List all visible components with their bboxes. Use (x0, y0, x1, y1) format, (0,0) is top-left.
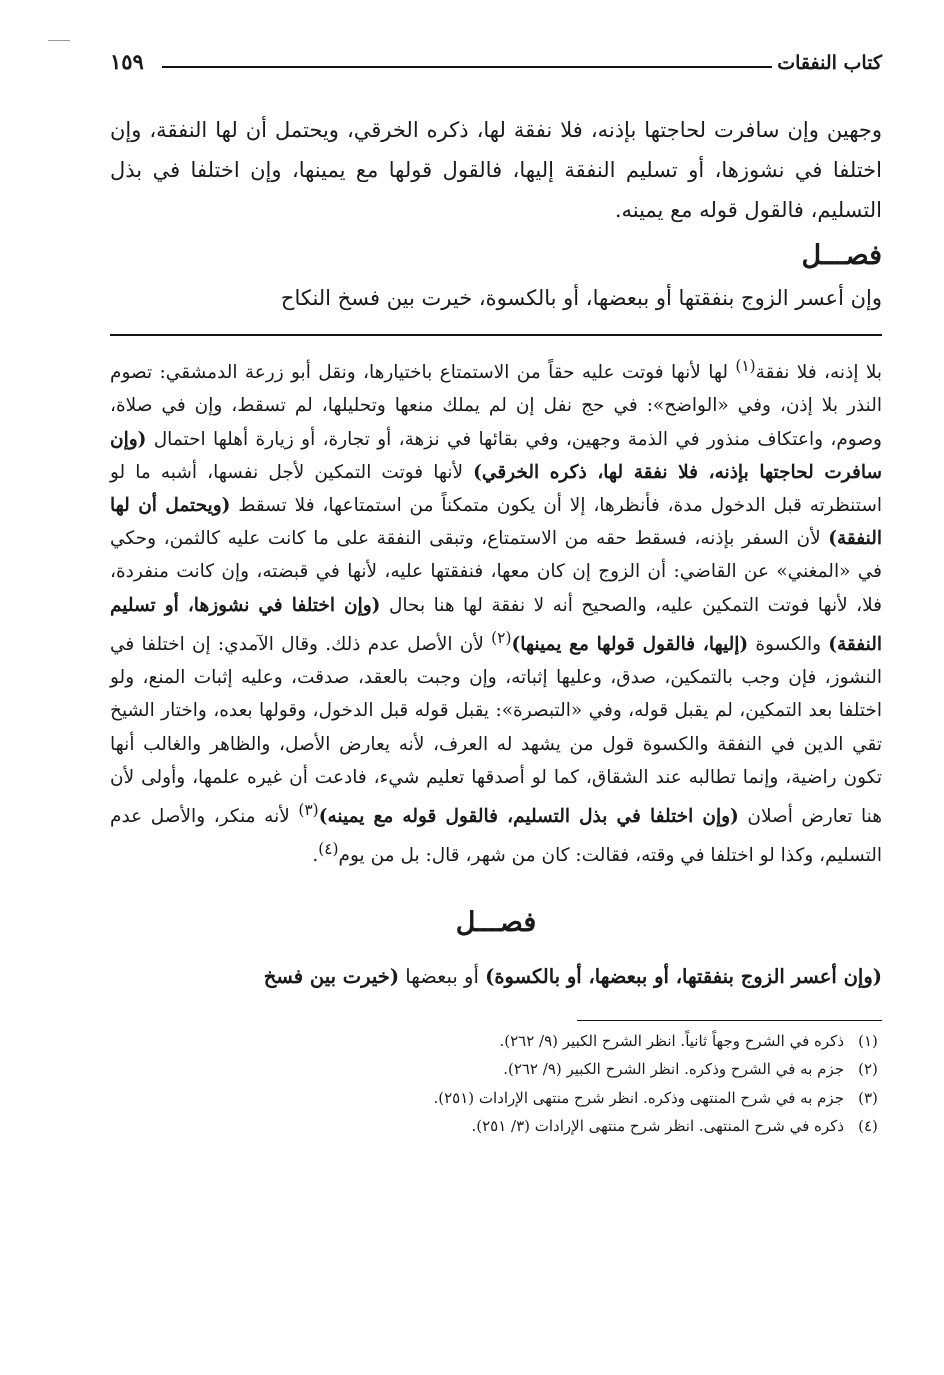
footnote-ref-2: (٢) (491, 628, 512, 647)
footnote-number: (٣) (858, 1088, 878, 1107)
running-header (110, 40, 882, 74)
header-rule (162, 66, 772, 68)
main-paragraph-2: وإن أعسر الزوج بنفقتها أو ببعضها، أو بالكسوة، خيرت بين فسخ النكاح (280, 286, 882, 310)
corner-mark (48, 40, 70, 41)
footnote-text: ذكره في الشرح وجهاً ثانياً. انظر الشرح الكبير (٩/ ٢٦٢). (499, 1031, 844, 1050)
main-text (110, 110, 882, 318)
page (110, 40, 882, 1141)
page-number: ١٥٩ (110, 49, 144, 74)
text-divider (110, 334, 882, 336)
quoted-matn: (إليها، فالقول قولها مع يمينها) (511, 633, 749, 655)
commentary-segment: لها لأنها فوتت عليه حقاً من الاستمتاع باختيارها، ونقل أبو زرعة الدمشقي: تصوم النذر بلا إذن، وفي «الواضح»: في حج نفل إن لم يملك منعها وتحليلها، لم تسقط، وإن في صلاة، وصوم، واعتكاف منذور في الذمة وجهين، وفي بقائها في نزهة، أو تجارة، أو زيارة أهلها احتمال (110, 362, 882, 450)
footnote-text: ذكره في شرح المنتهى. انظر شرح منتهى الإرادات (٣/ ٢٥١). (471, 1117, 844, 1136)
footnote-item (110, 1084, 882, 1113)
quoted-matn: (وإن أعسر الزوج بنفقتها، أو ببعضها، أو بالكسوة) (485, 964, 882, 988)
section-heading: فصـــل (801, 240, 882, 271)
commentary-segment: أو ببعضها (399, 964, 486, 988)
footnote-text: جزم به في الشرح وذكره. انظر الشرح الكبير (٩/ ٢٦٢). (503, 1060, 844, 1079)
footnote-number: (١) (858, 1031, 878, 1050)
commentary-segment: والكسوة (748, 633, 829, 655)
quoted-matn: (خيرت بين فسخ (263, 964, 400, 988)
main-paragraph-1: وجهين وإن سافرت لحاجتها بإذنه، فلا نفقة لها، ذكره الخرقي، ويحتمل أن لها النفقة، وإن اختلفا في نشوزها، أو تسليم النفقة إليها، فالقول قولها مع يمينها، وإن اختلفا في بذل التسليم، فالقول قوله مع يمينه. (110, 118, 882, 222)
quoted-matn: (وإن سافرت لحاجتها بإذنه، فلا نفقة لها، ذكره الخرقي) (110, 428, 882, 483)
chapter-title: كتاب النفقات (777, 52, 882, 74)
footnote-item (110, 1027, 882, 1056)
commentary-segment: بلا إذنه، فلا نفقة (755, 362, 883, 384)
footnote-number: (٢) (858, 1060, 878, 1079)
quoted-matn: (ويحتمل أن لها النفقة) (110, 494, 882, 550)
commentary-segment: لأنها فوتت التمكين لأجل نفسها، أشبه ما لو استنظرته قبل الدخول مدة، فأنظرها، إلا أن يكون متمكناً من استمتاعها، فلا تسقط (110, 461, 882, 516)
footnote-rule (577, 1020, 882, 1021)
footnote-ref-3: (٣) (298, 800, 319, 819)
quoted-matn: (وإن اختلفا في نشوزها، أو تسليم النفقة) (110, 594, 882, 655)
commentary-segment: لأنه منكر، والأصل عدم التسليم، وكذا لو اختلفا في وقته، فقالت: كان من شهر، قال: بل من يوم (110, 806, 882, 867)
footnote-item (110, 1112, 882, 1141)
commentary-last-line (110, 960, 882, 994)
commentary-text (110, 350, 882, 873)
quoted-matn: (وإن اختلفا في بذل التسليم، فالقول قوله مع يمينه) (318, 806, 739, 828)
footnote-ref-1: (١) (735, 357, 756, 375)
footnote-ref-4: (٤) (318, 840, 339, 859)
commentary-segment: . (312, 845, 319, 867)
commentary-segment: لأن السفر بإذنه، فسقط حقه من الاستمتاع، وتبقى النفقة على ما كانت عليه كالثمن، وحكي في «المغني» عن القاضي: أن الزوج إن كان معها، فنفقتها عليه، لأنها في قبضته، وإن كانت منفردة، فلا، لأنها فوتت التمكين عليه، والصحيح أنه لا نفقة لها هنا بحال (110, 528, 882, 616)
footnote-item (110, 1055, 882, 1084)
footnote-number: (٤) (858, 1117, 878, 1136)
section-heading-2: فصـــل (455, 906, 537, 938)
footnotes (110, 1027, 882, 1141)
commentary-segment: لأن الأصل عدم ذلك. وقال الآمدي: إن اختلفا في النشوز، فإن وجب بالتمكين، صدق، وعليها إثباته، وإن وجبت بالعقد، صدقت، وعليه إثبات المنع، ولو اختلفا بعد التمكين، لم يقبل قوله، وفي «التبصرة»: يقبل قوله قبل الدخول، وقولها بعده، واختار الشيخ تقي الدين في النفقة والكسوة قول من يشهد له العرف، لأنه يعارض الأصل، والظاهر والغالب أنها تكون راضية، وإنما تطالبه عند الشقاق، كما لو أصدقها تعليم شيء، فادعت أن غيره علمها، وأولى لأن هنا تعارض أصلان (110, 633, 882, 828)
footnote-text: جزم به في شرح المنتهى وذكره. انظر شرح منتهى الإرادات (٢٥١). (433, 1088, 844, 1107)
